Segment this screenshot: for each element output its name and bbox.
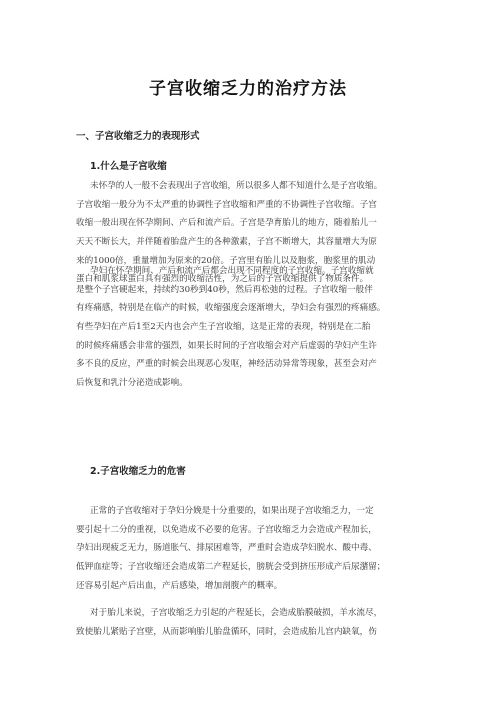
paragraph-4	[76, 604, 436, 641]
paragraph-line: 来的1000倍，重量增加为原来的20倍。子宫里有胎儿以及胞浆，胞浆里的肌动	[76, 255, 376, 266]
paragraph-line: 低钾血症等；子宫收缩还会造成第二产程延长，膀胱会受到挤压形成产后尿潴留；	[76, 562, 386, 573]
paragraph-line: 多不良的反应，严重的时候会出现恶心发呕，神经活动异常等现象，甚至会对产	[76, 359, 377, 370]
section-heading: 一、子宫收缩乏力的表现形式	[76, 131, 200, 142]
paragraph-line: 正常的子宫收缩对于孕妇分娩是十分重要的，如果出现子宫收缩乏力，一定	[90, 506, 374, 516]
paragraph-line: 还容易引起产后出血，产后感染，增加剖腹产的概率。	[76, 580, 283, 591]
paragraph-line: 未怀孕的人一般不会表现出子宫收缩，所以很多人都不知道什么是子宫收缩。	[90, 181, 383, 191]
paragraph-line: 有些孕妇在产后1至2天内也会产生子宫收缩，这是正常的表现，特别是在二胎	[76, 322, 371, 333]
paragraph-line: 后恢复和乳汁分泌造成影响。	[76, 378, 188, 389]
paragraph-line: 有疼痛感，特别是在临产的时候，收缩强度会逐渐增大，孕妇会有强烈的疼痛感。	[76, 303, 386, 314]
paragraph-line: 是整个子宫硬起来，持续约30秒到40秒，然后再松弛的过程。子宫收缩一般伴	[76, 284, 373, 295]
paragraph-line: 要引起十二分的重视，以免造成不必要的危害。子宫收缩乏力会造成产程加长，	[76, 524, 377, 535]
subsection-heading-what-is-contraction: 1.什么是子宫收缩	[90, 161, 167, 172]
paragraph-line: 收缩一般出现在怀孕期间、产后和流产后。子宫是孕育胎儿的地方，随着胎儿一	[76, 218, 377, 229]
paragraph-line: 致使胎儿紧贴子宫壁，从而影响胎儿胎盘循环，同时，会造成胎儿宫内缺氧，伤	[76, 626, 377, 637]
paragraph-3	[76, 502, 436, 595]
paragraph-line: 对于胎儿来说，子宫收缩乏力引起的产程延长，会造成胎膜破损，羊水流尽，	[90, 608, 383, 618]
paragraph-line: 孕妇出现疲乏无力，肠道胀气、排尿困难等，严重时会造成孕妇脱水、酸中毒、	[76, 543, 377, 554]
paragraph-line: 天天不断长大，并伴随着胎盘产生的各种激素，子宫不断增大，其容量增大为原	[76, 237, 377, 248]
paragraph-line: 蛋白和肌浆球蛋白具有强烈的收缩活性，为之后的子宫收缩提供了物质条件。	[76, 274, 369, 285]
paragraph-2	[76, 262, 436, 393]
paragraph-line: 孕妇在怀孕期间、产后和流产后都会出现不同程度的子宫收缩。子宫收缩就	[90, 266, 374, 276]
subsection-heading-harm: 2.子宫收缩乏力的危害	[90, 466, 186, 477]
document-title: 子宫收缩乏力的治疗方法	[149, 79, 347, 99]
paragraph-line: 的时候疼痛感会非常的强烈，如果长时间的子宫收缩会对产后虚弱的孕妇产生许	[76, 340, 377, 351]
paragraph-line: 子宫收缩一般分为不太严重的协调性子宫收缩和严重的不协调性子宫收缩。子宫	[76, 199, 377, 210]
